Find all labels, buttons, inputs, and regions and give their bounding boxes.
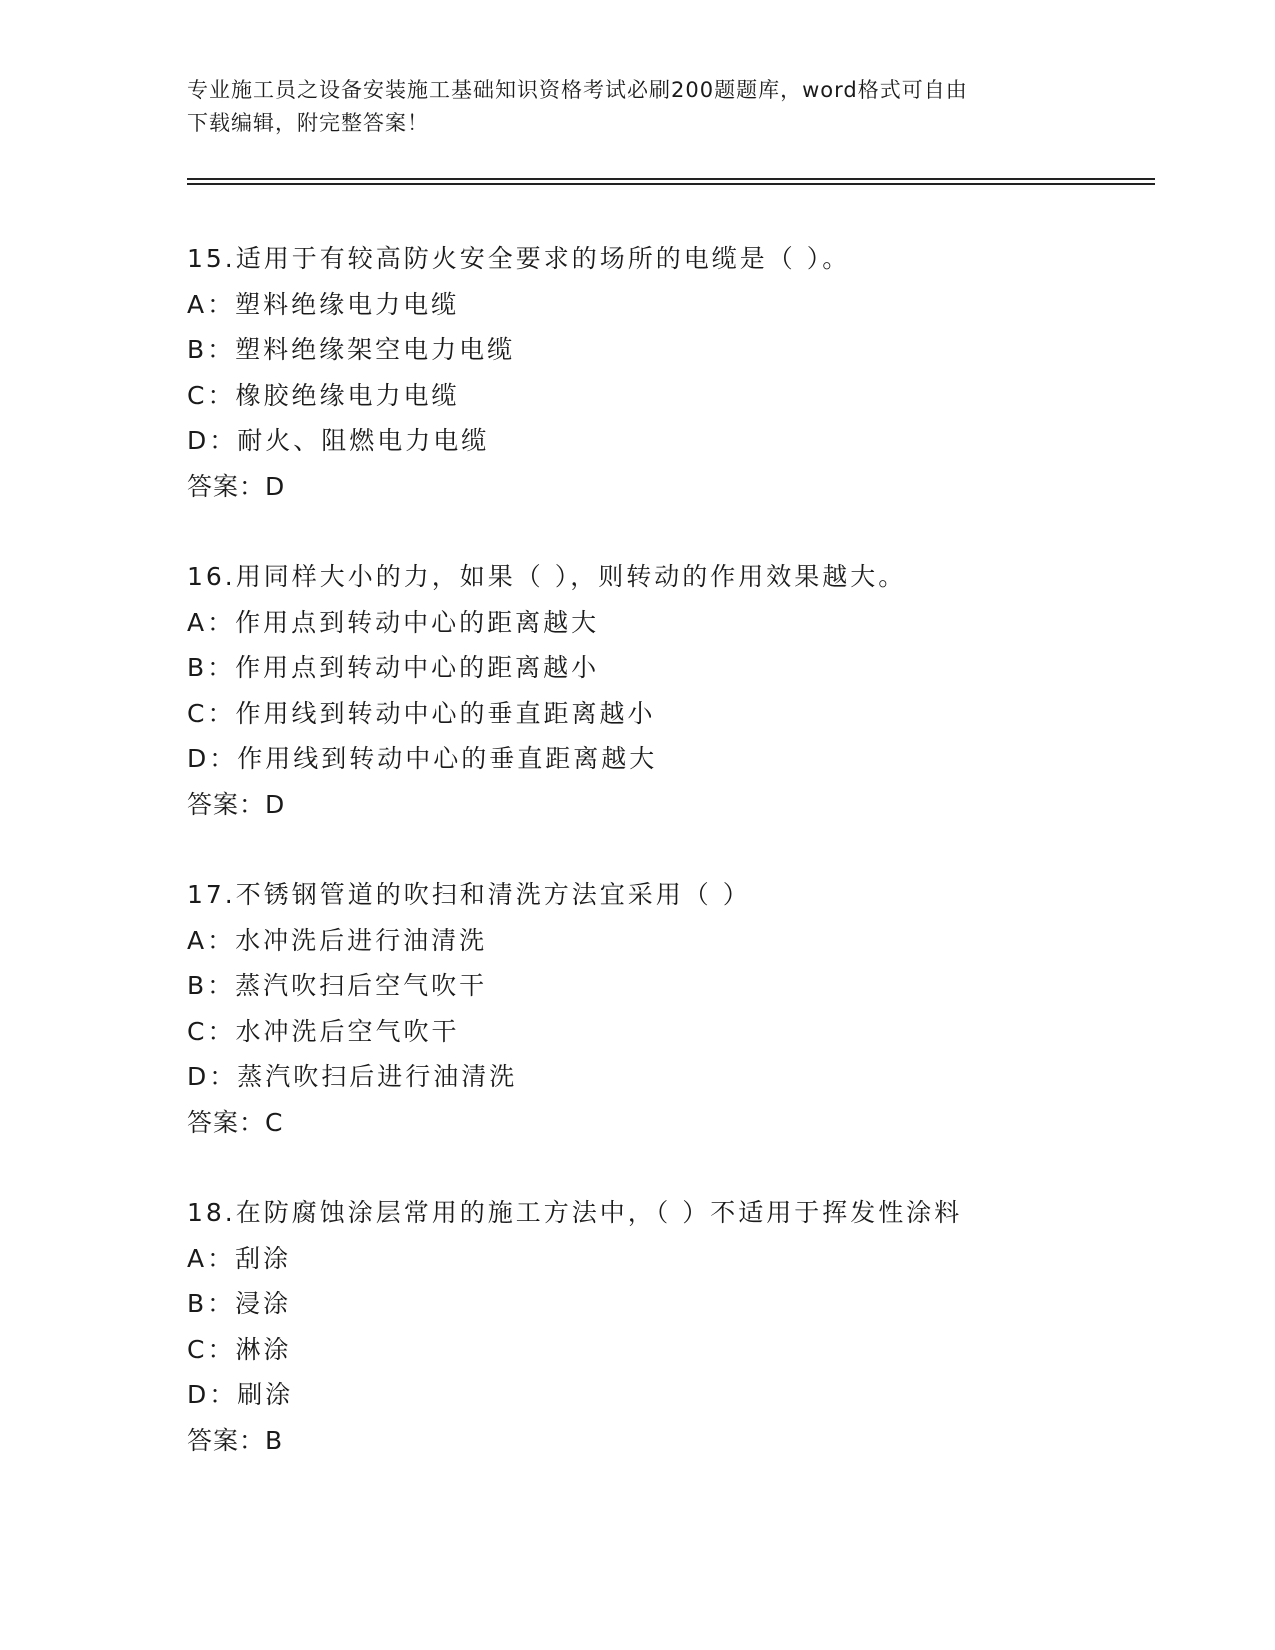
document-header	[187, 74, 1067, 140]
option-d: D：耐火、阻燃电力电缆	[187, 426, 490, 455]
option-c: C：淋涂	[187, 1334, 292, 1364]
header-divider-bottom	[187, 183, 1155, 185]
option-a: A：塑料绝缘电力电缆	[187, 289, 460, 319]
option-c: C：作用线到转动中心的垂直距离越小	[187, 698, 656, 728]
question-text: 18.在防腐蚀涂层常用的施工方法中，（ ）不适用于挥发性涂料	[187, 1198, 963, 1227]
question-list	[187, 236, 1155, 1508]
answer: 答案：C	[187, 1107, 284, 1137]
question-text: 15.适用于有较高防火安全要求的场所的电缆是（ ）。	[187, 244, 851, 273]
question-17	[187, 872, 1155, 1145]
header-line-1: 专业施工员之设备安装施工基础知识资格考试必刷200题题库，word格式可自由	[187, 78, 968, 102]
option-d: D：刷涂	[187, 1380, 294, 1409]
option-b: B：作用点到转动中心的距离越小	[187, 653, 600, 682]
answer: 答案：B	[187, 1425, 284, 1455]
option-b: B：蒸汽吹扫后空气吹干	[187, 971, 488, 1000]
option-c: C：水冲洗后空气吹干	[187, 1016, 460, 1046]
option-b: B：塑料绝缘架空电力电缆	[187, 335, 516, 364]
option-c: C：橡胶绝缘电力电缆	[187, 380, 460, 410]
option-b: B：浸涂	[187, 1289, 292, 1318]
header-line-2: 下载编辑，附完整答案！	[187, 111, 429, 135]
answer: 答案：D	[187, 789, 286, 819]
option-a: A：刮涂	[187, 1243, 292, 1273]
question-text: 17.不锈钢管道的吹扫和清洗方法宜采用（ ）	[187, 880, 751, 909]
question-16	[187, 554, 1155, 827]
question-text: 16.用同样大小的力，如果（ ），则转动的作用效果越大。	[187, 562, 907, 591]
header-divider-top	[187, 178, 1155, 180]
answer: 答案：D	[187, 471, 286, 501]
option-d: D：作用线到转动中心的垂直距离越大	[187, 744, 658, 773]
question-15	[187, 236, 1155, 509]
option-a: A：作用点到转动中心的距离越大	[187, 607, 600, 637]
option-d: D：蒸汽吹扫后进行油清洗	[187, 1062, 518, 1091]
option-a: A：水冲洗后进行油清洗	[187, 925, 488, 955]
question-18	[187, 1190, 1155, 1463]
